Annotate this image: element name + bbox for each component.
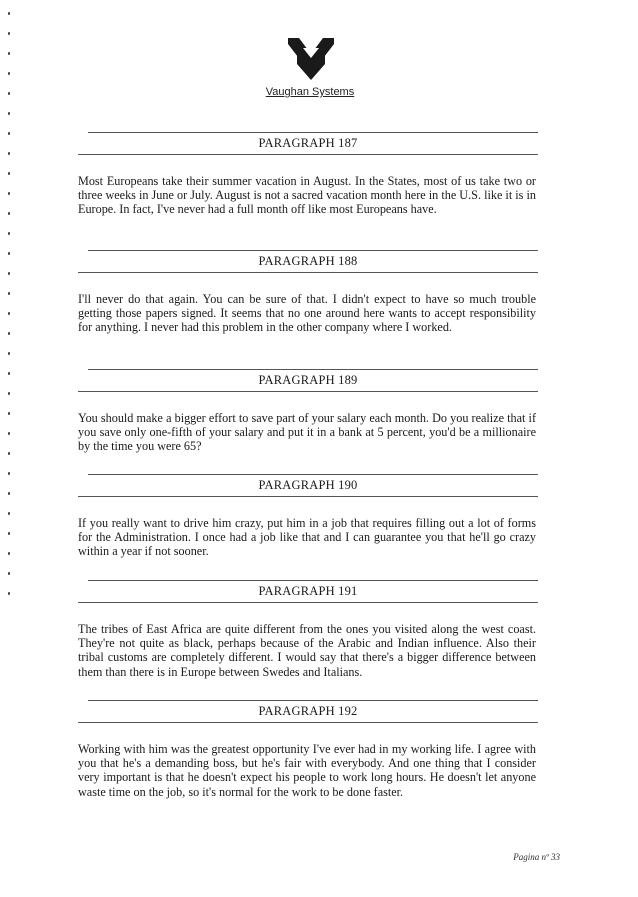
paragraph-text: Working with him was the greatest opportunity I've ever had in my working life. I agree with you that he's a demanding boss, but he's fair with everybody. And one thing that I consider very important is that he doesn't expect his people to work long hours. He doesn't let anyone waste time on the job, so it's normal for the work to be done faster. [78,742,536,799]
paragraph-text: I'll never do that again. You can be sure of that. I didn't expect to have so much trouble getting those papers signed. It seems that no one around here wants to accept responsibility for anything. I never had this problem in the other company where I worked. [78,292,536,335]
paragraph-heading: PARAGRAPH 191 [258,584,358,598]
paragraph-text: If you really want to drive him crazy, put him in a job that requires filling out a lot of forms for the Administration. I once had a job like that and I can guarantee you that he'll go crazy within a year if not sooner. [78,516,536,559]
paragraph-heading: PARAGRAPH 192 [258,704,358,718]
paragraph-heading: PARAGRAPH 187 [258,136,358,150]
paragraph-heading: PARAGRAPH 189 [258,373,358,387]
page-number: Pagina nº 33 [513,852,560,862]
paragraph-text: The tribes of East Africa are quite different from the ones you visited along the west coast. They're not quite as black, perhaps because of the Arabic and Indian influence. Also their tribal customs are completely different. I would say that there's a bigger difference between them than there is in Europe between Swedes and Italians. [78,622,536,679]
vaughan-logo-icon [285,34,337,82]
brand-name: Vaughan Systems [265,86,355,98]
paragraph-heading: PARAGRAPH 190 [258,478,358,492]
paragraph-heading: PARAGRAPH 188 [258,254,358,268]
binding-marks [6,12,16,612]
paragraph-text: You should make a bigger effort to save part of your salary each month. Do you realize that if you save only one-fifth of your salary and put it in a bank at 5 percent, you'd be a millionaire by the time you were 65? [78,411,536,454]
paragraph-text: Most Europeans take their summer vacation in August. In the States, most of us take two or three weeks in June or July. August is not a sacred vacation month here in the U.S. like it is in Europe. In fact, I've never had a full month off like most Europeans have. [78,174,536,217]
